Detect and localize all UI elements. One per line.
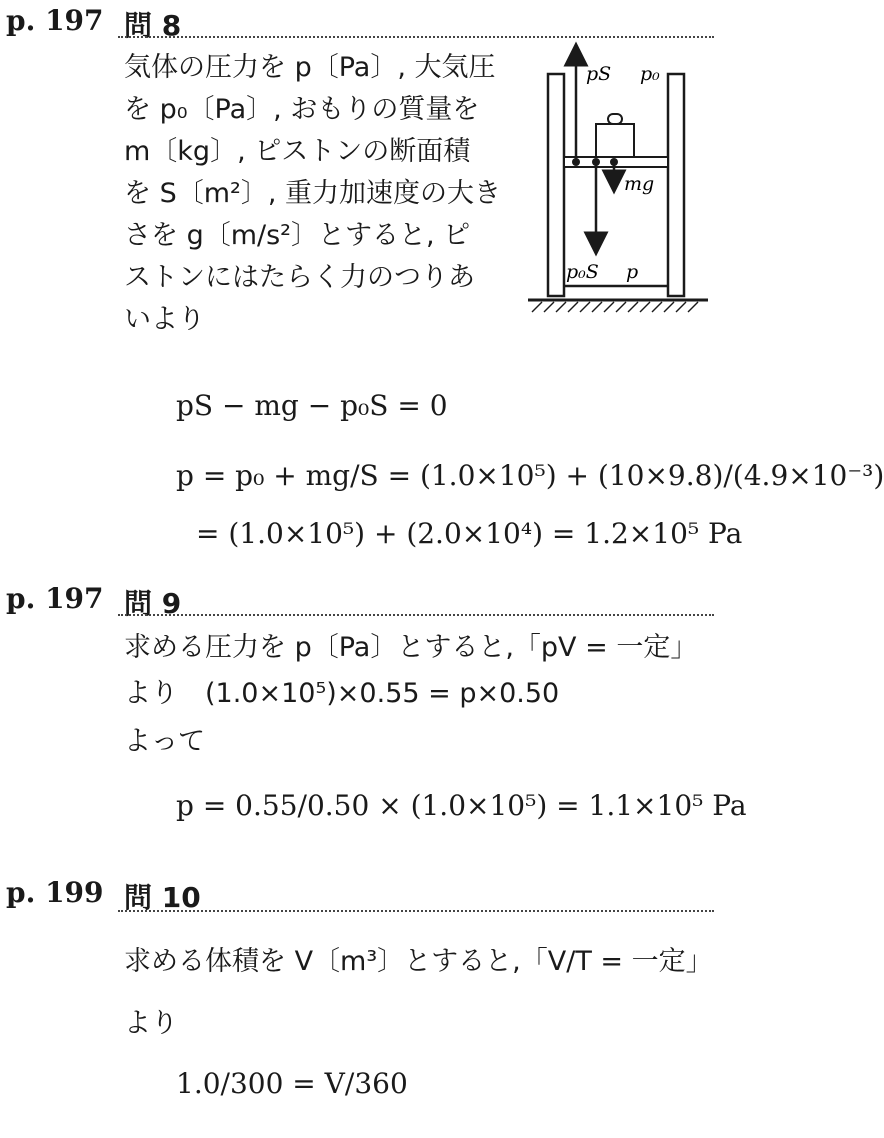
label-p0S: p₀S (566, 261, 599, 283)
body-line: を p₀〔Pa〕, おもりの質量を (124, 94, 480, 125)
label-mg: mg (624, 173, 655, 195)
page-ref: p. 197 (6, 582, 104, 615)
body-line: ストンにはたらく力のつりあ (124, 262, 475, 293)
dotted-rule (118, 36, 714, 38)
question-title: 問 10 (124, 881, 201, 914)
label-p0: p₀ (640, 63, 660, 85)
body-line: よって (124, 726, 205, 757)
body-line: さを g〔m/s²〕とすると, ピ (124, 220, 471, 251)
question-title: 問 8 (124, 9, 182, 42)
label-p: p (626, 261, 639, 283)
dotted-rule (118, 910, 714, 912)
equation: 1.0/300 = V/360 (176, 1067, 408, 1100)
question-title: 問 9 (124, 587, 182, 620)
body-line: 求める体積を V〔m³〕とすると,「V/T = 一定」 (124, 946, 713, 977)
body-line: いより (124, 304, 205, 335)
body-line: より (1.0×10⁵)×0.55 = p×0.50 (124, 678, 560, 709)
body-line: m〔kg〕, ピストンの断面積 (124, 136, 471, 167)
equation: p = 0.55/0.50 × (1.0×10⁵) = 1.1×10⁵ Pa (176, 789, 747, 822)
body-line: 求める圧力を p〔Pa〕とすると,「pV = 一定」 (124, 632, 698, 663)
page-ref: p. 199 (6, 876, 104, 909)
body-line: 気体の圧力を p〔Pa〕, 大気圧 (124, 52, 496, 83)
body-line: を S〔m²〕, 重力加速度の大き (124, 178, 502, 209)
piston-diagram (528, 44, 716, 334)
equation: p = p₀ + mg/S = (1.0×10⁵) + (10×9.8)/(4.9×10⁻³) (176, 459, 884, 492)
dotted-rule (118, 614, 714, 616)
page-ref: p. 197 (6, 4, 104, 37)
equation: = (1.0×10⁵) + (2.0×10⁴) = 1.2×10⁵ Pa (196, 517, 743, 550)
body-line: より (124, 1008, 178, 1039)
equation: pS − mg − p₀S = 0 (176, 389, 448, 422)
label-pS: pS (586, 63, 612, 85)
